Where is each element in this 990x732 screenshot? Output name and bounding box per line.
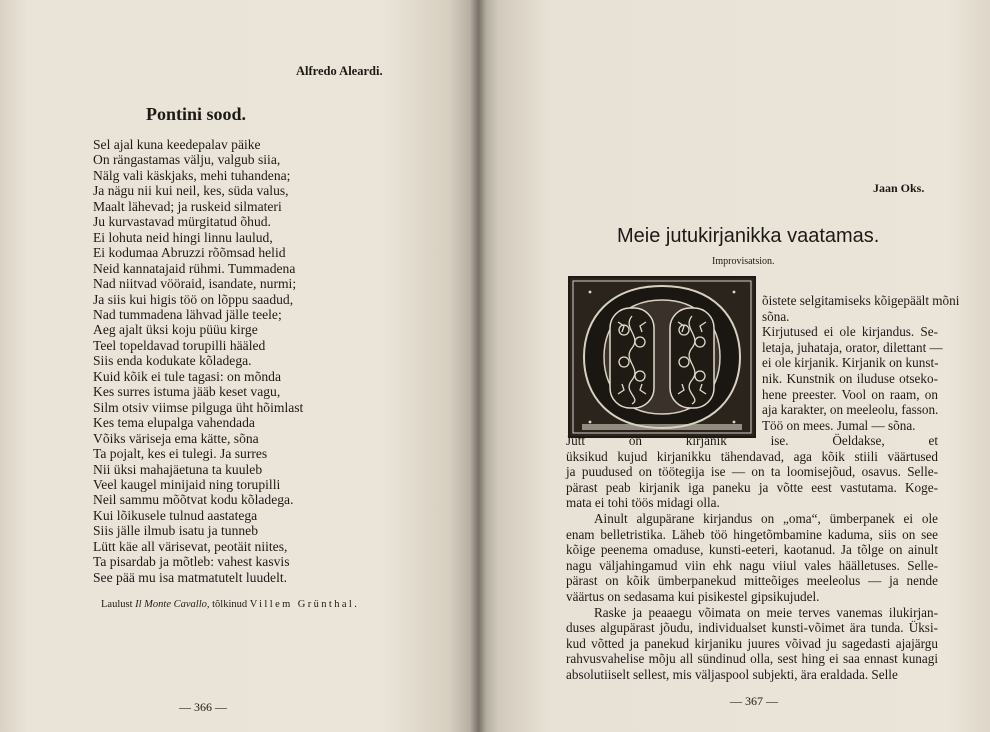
text-line: kud võtted ja panekud kirjaniku juures võivad ju sagedasti ajajärgu (566, 635, 938, 651)
article-subtitle: Improvisatsion. (712, 256, 775, 267)
text-line: mata ei tohi töös midagi olla. (566, 495, 720, 511)
text-line: õistete selgitamiseks kõigepäält mõni (762, 293, 960, 308)
poem-line: On rängastamas välju, valgub siia, (93, 152, 281, 168)
text-line: väärtus on sedasama kui pisikestel gipsikujudel. (566, 588, 820, 604)
page-number-right: — 367 — (730, 694, 778, 708)
poem-line: Lütt käe all värisevat, peotäit niites, (93, 538, 288, 554)
poem-author: Alfredo Aleardi. (296, 64, 383, 78)
poem-line: Kes tema elupalga vahendada (93, 415, 255, 431)
text-line: kõige peenema omaduse, kunsti-eeteri, kaotanud. Ja tõlge on ainult (566, 542, 938, 558)
ornamental-initial-O-icon (568, 276, 756, 438)
text-line: letaja, juhataja, orator, dilettant — (762, 339, 943, 355)
poem-line: Kes surres istuma jääb keset vagu, (93, 384, 281, 400)
article-title: Meie jutukirjanikka vaatamas. (617, 225, 880, 247)
poem-body (93, 137, 303, 585)
text-line: aja karakter, on meeleolu, fasson. (762, 402, 939, 418)
text-line: Raske ja peaaegu võimata on meie terves vanemas ilukirjan- (594, 604, 938, 620)
poem-line: Maalt lähevad; ja ruskeid silmateri (93, 198, 282, 214)
text-line: Kirjutused ei ole kirjandus. Se- (762, 324, 938, 340)
text-line: rahvusvahelise mõju all sündinud olla, sest hing ei saa ennast kunagi (566, 651, 938, 667)
poem-line: Ja siis kui higis töö on lõppu saadud, (93, 291, 294, 307)
text-line: Jutt on kirjanik ise. Öeldakse, et (566, 433, 938, 448)
poem-line: Aeg ajalt üksi koju püüu kirge (93, 322, 258, 338)
credit-mid: tõlkinud (212, 599, 248, 610)
poem-line: Ja nägu nii kui neil, kes, süda valus, (93, 183, 289, 199)
poem-line: Silm otsiv viimse pilguga üht hõimlast (93, 399, 304, 415)
poem-line: Ta pisardab ja mõtleb: vahest kasvis (93, 554, 290, 570)
poem-line: Nii üksi mahajäetuna ta kuuleb (93, 461, 263, 477)
left-page (0, 0, 478, 732)
poem-line: Veel kaugel minijaid ning torupilli (93, 476, 281, 492)
credit-work-title: Il Monte Cavallo, (135, 599, 210, 610)
page-number-left: — 366 — (179, 700, 227, 714)
text-line: enam belletristika. Läheb töö hingetõmbamine kaduma, siis on see (566, 526, 938, 542)
text-line: üksikud kujud kirjanikku tähendavad, aga kõik stiili väärtused (566, 448, 938, 464)
poem-line: Neid kannatajaid rühmi. Tummadena (93, 260, 296, 276)
ornament-svg (570, 278, 754, 436)
text-line: absolutiiselt sellest, mis väljaspool subjekti, ära eraldada. Selle (566, 666, 898, 682)
poem-line: Nälg vali käskjaks, mehi tuhandena; (93, 167, 291, 183)
poem-line: Kui lõikusele tulnud aastatega (93, 507, 258, 523)
text-line: Töö on mees. Jumal — sõna. (762, 417, 916, 433)
poem-line: Teel topeldavad torupilli hääled (93, 337, 266, 353)
text-line: ei ole kirjanik. Kirjanik on kunst- (762, 355, 939, 371)
book-gutter (470, 0, 486, 732)
text-line: ja puudused on töötegija ise — on ta loomisejõud, osavus. Selle- (566, 464, 938, 480)
poem-line: Võiks väriseja ema kätte, sõna (93, 430, 259, 446)
text-line: hene preester. Vool on raam, on (762, 386, 938, 402)
poem-line: Siis enda kodukate kõladega. (93, 353, 252, 369)
text-line: pärast peab kirjanik iga paneku ja võtte eest vastutama. Koge- (566, 479, 938, 495)
poem-line: Kuid kõik ei tule tagasi: on mõnda (93, 368, 282, 384)
credit-translator: Villem Grünthal. (249, 599, 360, 610)
text-line: nik. Kunstnik on iluduse otseko- (762, 370, 938, 386)
article-narrow-column (762, 293, 960, 433)
text-line: sõna. (762, 308, 790, 324)
text-line: Ainult algupärane kirjandus on „oma“, ümberpanek ei ole (594, 510, 938, 526)
poem-line: Ta pojalt, kes ei tulegi. Ja surres (93, 446, 268, 462)
poem-line: Ei kodumaa Abruzzi rõõmsad helid (93, 245, 286, 261)
text-line: duses algupärast jõudu, individualset kunsti-võimet ära tunda. Üksi- (566, 620, 938, 636)
poem-line: Nad tummadena lähvad jälle teele; (93, 306, 282, 322)
translation-credit (101, 599, 359, 610)
poem-title: Pontini sood. (146, 104, 247, 124)
credit-prefix: Laulust (101, 599, 133, 610)
poem-line: Nad niitvad vööraid, isandate, nurmi; (93, 276, 297, 292)
text-line: nagu väljahingamud viin ehk nagu viiul vales häälletuses. Selle- (566, 557, 938, 573)
article-body (566, 433, 938, 683)
poem-line: Ju kurvastavad mürgitatud õhud. (93, 214, 271, 230)
poem-line: Sel ajal kuna keedepalav päike (93, 137, 261, 152)
text-line: pärast on kõik ümberpanekud mitteõiges meeleolus — ja nende (566, 573, 938, 589)
poem-line: See pää mu isa matmatutelt luudelt. (93, 569, 288, 585)
poem-line: Neil sammu mõõtvat kodu kõladega. (93, 492, 294, 508)
poem-line: Siis jälle ilmub isatu ja tunneb (93, 523, 258, 539)
article-author: Jaan Oks. (873, 181, 925, 195)
poem-line: Ei lohuta neid hingi linnu laulud, (93, 229, 273, 245)
